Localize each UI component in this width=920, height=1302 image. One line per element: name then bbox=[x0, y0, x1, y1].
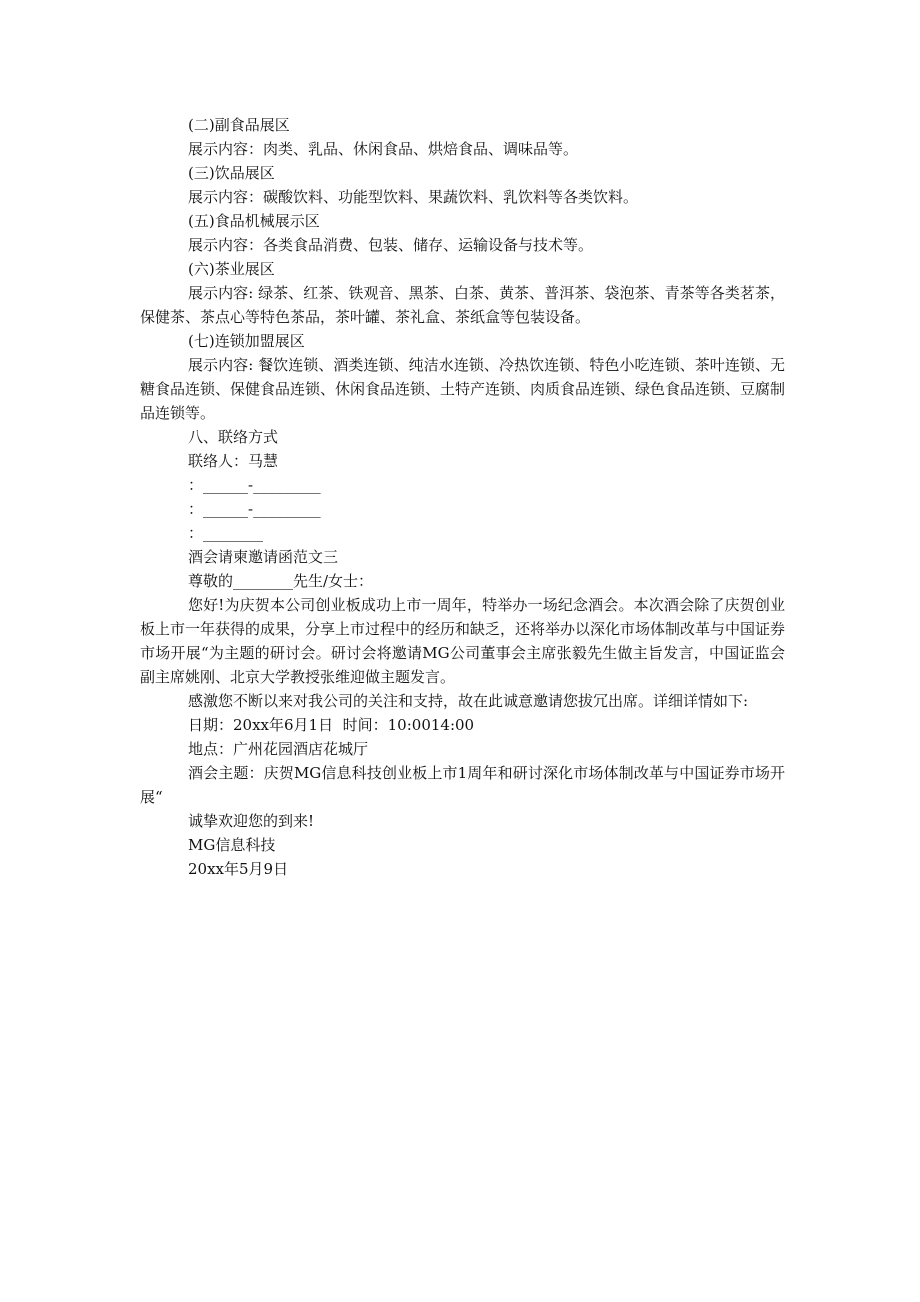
invitation-signature: MG信息科技 bbox=[188, 836, 276, 854]
section-content-beverages: 展示内容：碳酸饮料、功能型饮料、果蔬饮料、乳饮料等各类饮料。 bbox=[188, 188, 639, 206]
contact-person: 联络人：马慧 bbox=[188, 452, 279, 470]
section-heading-contact: 八、联络方式 bbox=[188, 428, 279, 446]
section-heading-side-food: (二)副食品展区 bbox=[188, 116, 290, 134]
section-content-franchise: 展示内容: 餐饮连锁、酒类连锁、纯洁水连锁、冷热饮连锁、特色小吃连锁、茶叶连锁、无糖食品连锁、保健食品连锁、休闲食品连锁、土特产连锁、肉质食品连锁、绿色食品连锁、豆腐制品连锁等。 bbox=[140, 356, 786, 422]
invitation-thanks: 感激您不断以来对我公司的关注和支持，故在此诚意邀请您拔冗出席。详细详情如下: bbox=[188, 692, 749, 710]
section-content-tea: 展示内容: 绿茶、红茶、铁观音、黑茶、白茶、黄茶、普洱茶、袋泡茶、青茶等各类茗茶，保健茶、茶点心等特色茶品，茶叶罐、茶礼盒、茶纸盒等包装设备。 bbox=[140, 284, 785, 326]
contact-phone-line: ：______-_________ bbox=[188, 476, 321, 494]
invitation-title: 酒会请柬邀请函范文三 bbox=[188, 548, 339, 566]
invitation-signature-date: 20xx年5月9日 bbox=[188, 860, 289, 878]
section-heading-beverages: (三)饮品展区 bbox=[188, 164, 275, 182]
invitation-salutation: 尊敬的________先生/女士： bbox=[188, 572, 374, 590]
section-content-food-machinery: 展示内容：各类食品消费、包装、储存、运输设备与技术等。 bbox=[188, 236, 594, 254]
section-heading-tea: (六)茶业展区 bbox=[188, 260, 275, 278]
section-heading-franchise: (七)连锁加盟展区 bbox=[188, 332, 305, 350]
invitation-welcome: 诚挚欢迎您的到来! bbox=[188, 812, 315, 830]
invitation-date-time: 日期：20xx年6月1日 时间：10:0014:00 bbox=[188, 716, 475, 734]
invitation-body: 您好!为庆贺本公司创业板成功上市一周年，特举办一场纪念酒会。本次酒会除了庆贺创业板上市一年获得的成果，分享上市过程中的经历和缺乏，还将举办以深化市场体制改革与中国证券市场开展“为主题的研讨会。研讨会将邀请MG公司董事会主席张毅先生做主旨发言，中国证监会副主席姚刚、北京大学教授张维迎做主题发言。 bbox=[140, 596, 786, 686]
document-body bbox=[140, 113, 785, 881]
contact-fax-line: ：______-_________ bbox=[188, 500, 321, 518]
invitation-theme: 酒会主题：庆贺MG信息科技创业板上市1周年和研讨深化市场体制改革与中国证券市场开展“ bbox=[140, 764, 785, 806]
contact-email-line: ：________ bbox=[188, 524, 264, 542]
invitation-location: 地点：广州花园酒店花城厅 bbox=[188, 740, 369, 758]
section-content-side-food: 展示内容：肉类、乳品、休闲食品、烘焙食品、调味品等。 bbox=[188, 140, 579, 158]
section-heading-food-machinery: (五)食品机械展示区 bbox=[188, 212, 320, 230]
